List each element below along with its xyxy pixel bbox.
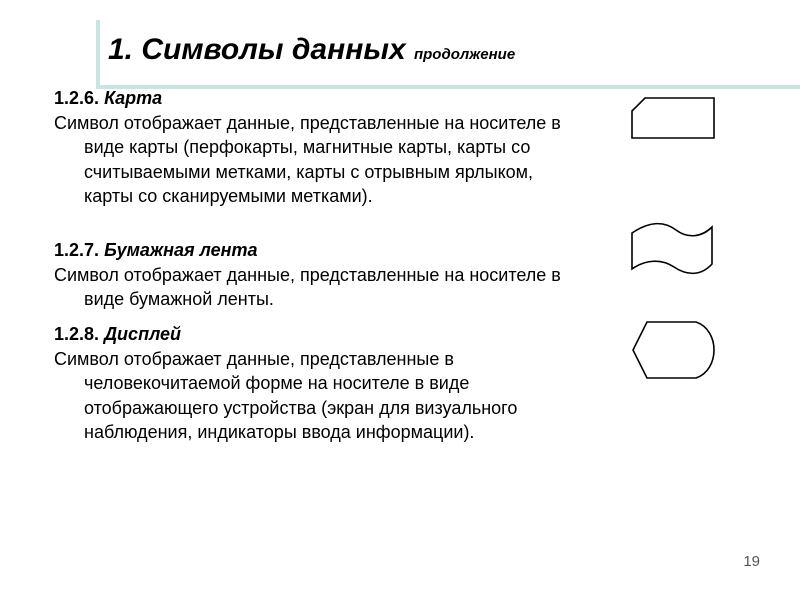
section-heading: [54, 322, 574, 347]
section-number: 1.2.6.: [54, 88, 100, 108]
section-number: 1.2.8.: [54, 324, 100, 344]
slide-title-text: 1. Символы данных: [108, 33, 406, 66]
card-symbol-icon: [628, 96, 718, 142]
section-name: Бумажная лента: [104, 240, 258, 260]
section-name: Дисплей: [104, 324, 182, 344]
paper-tape-symbol-icon: [628, 221, 718, 277]
section-heading: [54, 86, 574, 111]
section-display: [54, 322, 574, 445]
slide-subtitle: продолжение: [413, 46, 516, 63]
slide-title: [108, 33, 515, 67]
section-number: 1.2.7.: [54, 240, 100, 260]
section-paper-tape: [54, 238, 574, 312]
section-card: [54, 86, 574, 209]
section-name: Карта: [104, 88, 163, 108]
display-symbol-icon: [628, 318, 720, 382]
section-description: Символ отображает данные, представленные в человекочитаемой форме на носителе в виде отображающего устройства (экран для визуального наблюдения, индикаторы ввода информации).: [54, 348, 518, 442]
title-accent-bar: [96, 20, 100, 88]
page-number: 19: [743, 553, 760, 570]
section-description: Символ отображает данные, представленные на носителе в виде бумажной ленты.: [54, 264, 561, 309]
section-description: Символ отображает данные, представленные на носителе в виде карты (перфокарты, магнитные карты, карты со считываемыми метками, карты с отрывным ярлыком, карты со сканируемыми метками).: [54, 112, 561, 206]
section-heading: [54, 238, 574, 263]
